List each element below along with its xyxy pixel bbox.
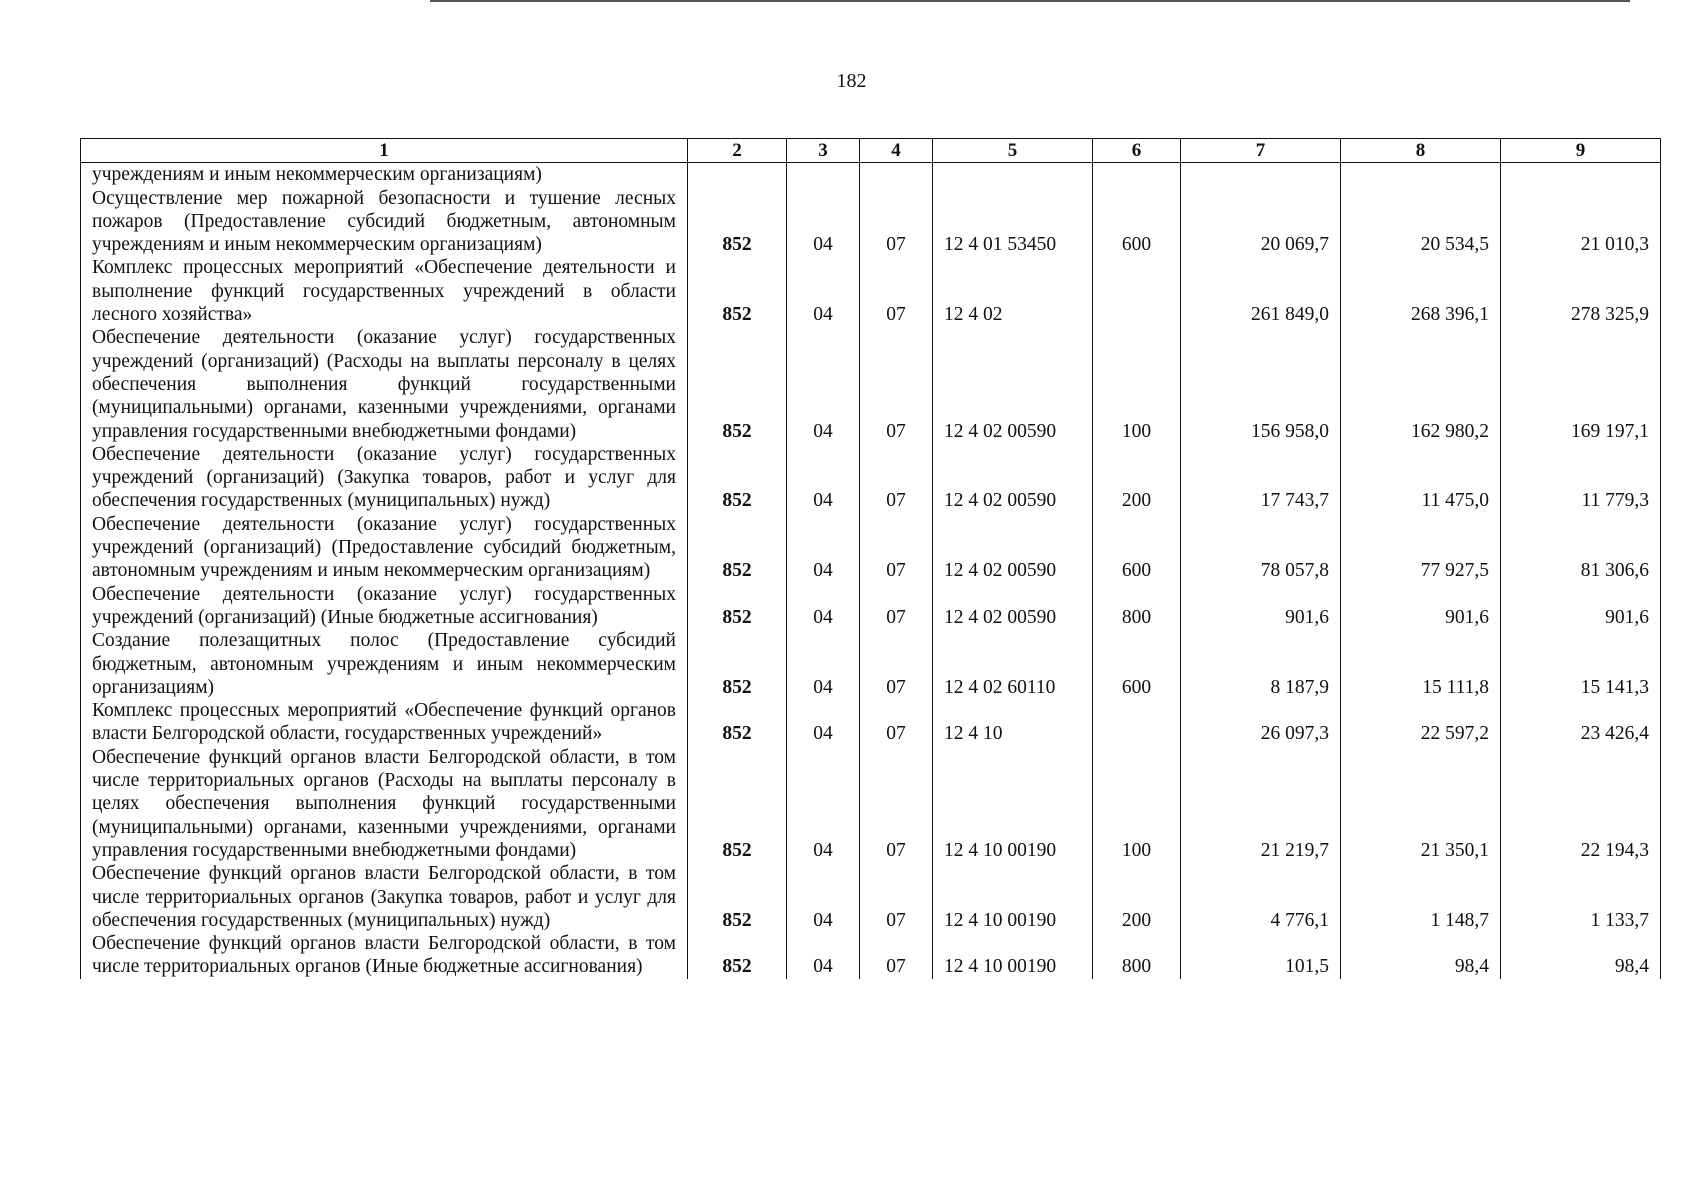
cell-expense-type [1093,256,1181,326]
cell-sum-year1: 4 776,1 [1181,862,1341,932]
cell-sum-year3: 23 426,4 [1501,699,1661,746]
cell-target-article: 12 4 02 60110 [933,629,1093,699]
top-scan-rule [430,0,1630,2]
cell-admin-code: 852 [688,932,787,979]
cell-description: Обеспечение деятельности (оказание услуг) государственных учреждений (организаций) (Иные бюджетные ассигнования) [81,583,688,630]
cell-sum-year3: 901,6 [1501,583,1661,630]
cell-admin-code: 852 [688,256,787,326]
cell-sum-year2: 901,6 [1341,583,1501,630]
header-row [81,139,1661,163]
cell-section: 04 [787,746,860,862]
cell-expense-type [1093,699,1181,746]
cell-sum-year2: 98,4 [1341,932,1501,979]
cell-section: 04 [787,629,860,699]
cell-expense-type: 800 [1093,932,1181,979]
cell-sum-year1: 26 097,3 [1181,699,1341,746]
cell-expense-type: 600 [1093,513,1181,583]
cell-sum-year3: 169 197,1 [1501,326,1661,442]
cell-admin-code: 852 [688,187,787,257]
cell-target-article: 12 4 02 00590 [933,443,1093,513]
cell-admin-code: 852 [688,513,787,583]
cell-sum-year1: 17 743,7 [1181,443,1341,513]
cell-expense-type [1093,163,1181,187]
col-header-description: 1 [81,139,688,163]
cell-subsection: 07 [860,256,933,326]
table-row [81,932,1661,979]
cell-sum-year1: 101,5 [1181,932,1341,979]
col-header-subsection: 4 [860,139,933,163]
cell-description: Комплекс процессных мероприятий «Обеспечение функций органов власти Белгородской области, государственных учреждений» [81,699,688,746]
cell-expense-type: 200 [1093,862,1181,932]
cell-sum-year2: 15 111,8 [1341,629,1501,699]
cell-description: Обеспечение функций органов власти Белгородской области, в том числе территориальных органов (Иные бюджетные ассигнования) [81,932,688,979]
cell-expense-type: 800 [1093,583,1181,630]
cell-target-article [933,163,1093,187]
cell-sum-year2: 162 980,2 [1341,326,1501,442]
cell-description: Обеспечение деятельности (оказание услуг) государственных учреждений (организаций) (Расходы на выплаты персоналу в целях обеспечения выполнения функций государственными (муниципальными) органами, казенными учреждениями, органами управления государственными внебюджетными фондами) [81,326,688,442]
cell-admin-code: 852 [688,629,787,699]
cell-sum-year1: 156 958,0 [1181,326,1341,442]
cell-description: Обеспечение деятельности (оказание услуг) государственных учреждений (организаций) (Предоставление субсидий бюджетным, автономным учреждениям и иным некоммерческим организациям) [81,513,688,583]
cell-subsection: 07 [860,932,933,979]
table-row [81,187,1661,257]
table-body [81,163,1661,979]
cell-sum-year1 [1181,163,1341,187]
cell-sum-year2: 11 475,0 [1341,443,1501,513]
cell-sum-year3: 278 325,9 [1501,256,1661,326]
cell-subsection: 07 [860,629,933,699]
cell-expense-type: 600 [1093,187,1181,257]
cell-description: учреждениям и иным некоммерческим организациям) [81,163,688,187]
table-row [81,583,1661,630]
cell-sum-year1: 21 219,7 [1181,746,1341,862]
cell-description: Обеспечение функций органов власти Белгородской области, в том числе территориальных органов (Расходы на выплаты персоналу в целях обеспечения выполнения функций государственными (муниципальными) органами, казенными учреждениями, органами управления государственными внебюджетными фондами) [81,746,688,862]
cell-sum-year1: 20 069,7 [1181,187,1341,257]
cell-sum-year3: 21 010,3 [1501,187,1661,257]
cell-admin-code: 852 [688,583,787,630]
cell-sum-year2: 77 927,5 [1341,513,1501,583]
col-header-section: 3 [787,139,860,163]
col-header-admin: 2 [688,139,787,163]
table-row [81,256,1661,326]
table-row [81,699,1661,746]
cell-admin-code: 852 [688,326,787,442]
cell-subsection: 07 [860,862,933,932]
cell-section: 04 [787,932,860,979]
cell-description: Создание полезащитных полос (Предоставление субсидий бюджетным, автономным учреждениям и иным некоммерческим организациям) [81,629,688,699]
cell-sum-year2: 1 148,7 [1341,862,1501,932]
cell-sum-year3: 1 133,7 [1501,862,1661,932]
col-header-sum-year1: 7 [1181,139,1341,163]
cell-description: Обеспечение функций органов власти Белгородской области, в том числе территориальных органов (Закупка товаров, работ и услуг для обеспечения государственных (муниципальных) нужд) [81,862,688,932]
cell-sum-year3: 11 779,3 [1501,443,1661,513]
cell-target-article: 12 4 10 00190 [933,932,1093,979]
cell-sum-year1: 78 057,8 [1181,513,1341,583]
cell-section: 04 [787,443,860,513]
cell-subsection: 07 [860,187,933,257]
cell-sum-year3: 98,4 [1501,932,1661,979]
cell-subsection: 07 [860,746,933,862]
cell-admin-code: 852 [688,699,787,746]
cell-target-article: 12 4 10 00190 [933,746,1093,862]
cell-subsection: 07 [860,513,933,583]
budget-table [80,138,1661,979]
table-row [81,163,1661,187]
cell-sum-year1: 8 187,9 [1181,629,1341,699]
cell-target-article: 12 4 01 53450 [933,187,1093,257]
cell-expense-type: 100 [1093,326,1181,442]
cell-sum-year2: 20 534,5 [1341,187,1501,257]
cell-sum-year3: 81 306,6 [1501,513,1661,583]
cell-target-article: 12 4 02 00590 [933,513,1093,583]
cell-admin-code: 852 [688,746,787,862]
cell-section: 04 [787,326,860,442]
cell-target-article: 12 4 10 [933,699,1093,746]
cell-description: Обеспечение деятельности (оказание услуг) государственных учреждений (организаций) (Закупка товаров, работ и услуг для обеспечения государственных (муниципальных) нужд) [81,443,688,513]
col-header-target: 5 [933,139,1093,163]
cell-sum-year2: 22 597,2 [1341,699,1501,746]
cell-section: 04 [787,699,860,746]
cell-subsection: 07 [860,699,933,746]
cell-section [787,163,860,187]
cell-expense-type: 600 [1093,629,1181,699]
cell-sum-year1: 261 849,0 [1181,256,1341,326]
cell-sum-year3: 15 141,3 [1501,629,1661,699]
table-row [81,629,1661,699]
cell-sum-year2: 21 350,1 [1341,746,1501,862]
cell-sum-year3: 22 194,3 [1501,746,1661,862]
cell-section: 04 [787,862,860,932]
cell-subsection: 07 [860,583,933,630]
cell-description: Комплекс процессных мероприятий «Обеспечение деятельности и выполнение функций государственных учреждений в области лесного хозяйства» [81,256,688,326]
cell-target-article: 12 4 02 00590 [933,583,1093,630]
cell-section: 04 [787,187,860,257]
cell-target-article: 12 4 10 00190 [933,862,1093,932]
table-row [81,443,1661,513]
cell-target-article: 12 4 02 00590 [933,326,1093,442]
cell-admin-code: 852 [688,443,787,513]
table-row [81,326,1661,442]
table-row [81,746,1661,862]
col-header-type: 6 [1093,139,1181,163]
table-row [81,862,1661,932]
cell-target-article: 12 4 02 [933,256,1093,326]
cell-section: 04 [787,256,860,326]
cell-admin-code: 852 [688,862,787,932]
cell-admin-code [688,163,787,187]
cell-sum-year2: 268 396,1 [1341,256,1501,326]
cell-subsection [860,163,933,187]
cell-description: Осуществление мер пожарной безопасности и тушение лесных пожаров (Предоставление субсидий бюджетным, автономным учреждениям и иным некоммерческим организациям) [81,187,688,257]
cell-subsection: 07 [860,443,933,513]
cell-expense-type: 200 [1093,443,1181,513]
cell-expense-type: 100 [1093,746,1181,862]
cell-sum-year2 [1341,163,1501,187]
cell-section: 04 [787,583,860,630]
cell-section: 04 [787,513,860,583]
cell-subsection: 07 [860,326,933,442]
col-header-sum-year2: 8 [1341,139,1501,163]
cell-sum-year3 [1501,163,1661,187]
cell-sum-year1: 901,6 [1181,583,1341,630]
table-row [81,513,1661,583]
page-number: 182 [836,70,867,92]
col-header-sum-year3: 9 [1501,139,1661,163]
